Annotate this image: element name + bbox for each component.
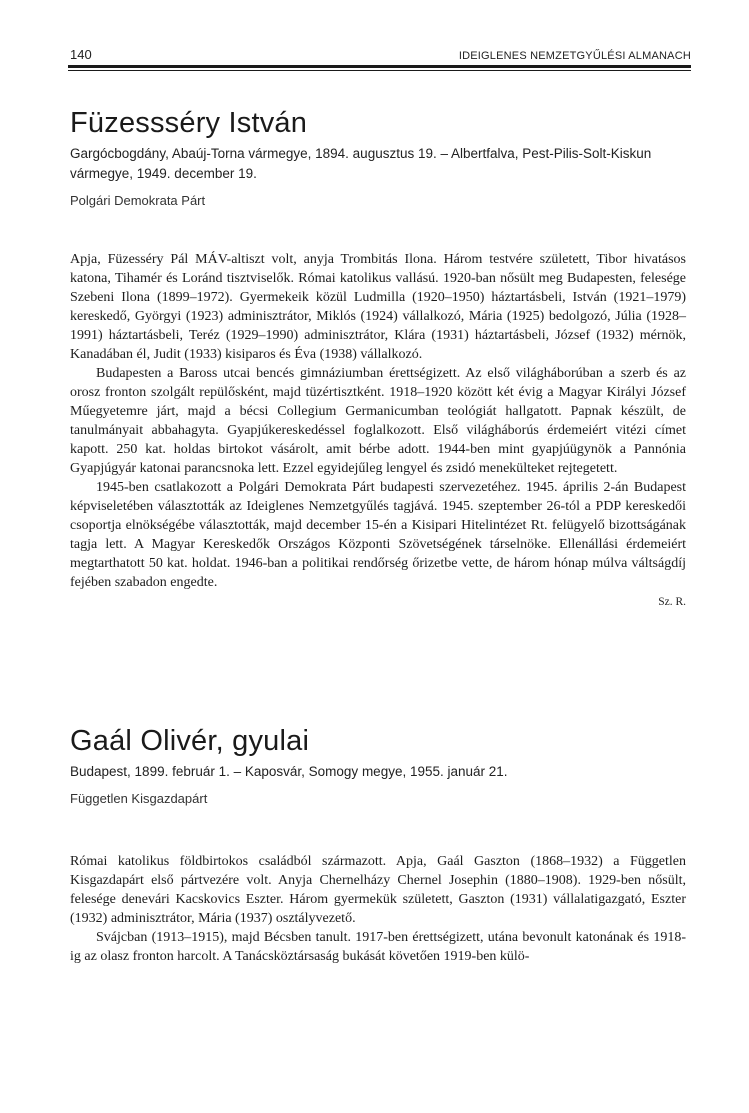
paragraph: Római katolikus földbirtokos családból származott. Apja, Gaál Gaszton (1868–1932) a Független Kisgazdapárt első pártvezére volt. Anyja Chernelházy Chernel Josephin (1880–1908). 1929-ben nősült, felesége denevári Kacskovics Eszter. Három gyermekük született, Gaszton (1931) vállalatigazgató, Eszter (1932) adminisztrátor, Mária (1937) osztályvezető. [70,854,686,926]
page-number: 140 [70,47,92,62]
entry-birth-death: Budapest, 1899. február 1. – Kaposvár, Somogy megye, 1955. január 21. [70,764,508,779]
author-signature: Sz. R. [658,596,686,608]
paragraph: Svájcban (1913–1915), majd Bécsben tanult. 1917-ben érettségizett, utána bevonult katonának és 1918-ig az olasz fronton harcolt. A Tanácsköztársaság bukását követően 1919-ben külö- [70,930,686,964]
entry-party: Polgári Demokrata Párt [70,193,206,208]
header-rule-thin [68,70,691,71]
running-title: IDEIGLENES NEMZETGYŰLÉSI ALMANACH [458,50,691,62]
entry-name: Füzessséry István [70,107,308,139]
paragraph: Apja, Füzesséry Pál MÁV-altiszt volt, anyja Trombitás Ilona. Három testvére született, Tibor hivatásos katona, Tihamér és Loránd tisztviselők. Római katolikus vallású. 1920-ban nősült meg Budapesten, felesége Szebeni Ilona (1899–1972). Gyermekeik közül Ludmilla (1920–1950) háztartásbeli, István (1921–1979) kereskedő, Györgyi (1923) adminisztrátor, Miklós (1924) vállalkozó, Mária (1925) bedolgozó, Júlia (1928–1991) háztartásbeli, Teréz (1929–1990) adminisztrátor, Klára (1931) háztartásbeli, József (1932) mérnök, Kanadában él, Judit (1933) kisiparos és Éva (1938) vállalkozó. [70,252,686,362]
entry-name: Gaál Olivér, gyulai [70,725,310,757]
paragraph: 1945-ben csatlakozott a Polgári Demokrata Párt budapesti szervezetéhez. 1945. április 2-án Budapest képviseletében választották az Ideiglenes Nemzetgyűlés tagjává. 1945. szeptember 26-tól a PDP kereskedői csoportja elnökségébe választották, majd december 15-én a Kisipari Hitelintézet Rt. felügyelő bizottságának tagja lett. A Magyar Kereskedők Országos Központi Szövetségének társelnöke. Ellenállási érdemeiért megtarthatott 50 kat. holdat. 1946-ban a politikai rendőrség őrizetbe vette, de három hónap múlva váltságdíj fejében szabadon engedte. [70,480,686,590]
header-rule-thick [68,65,691,68]
entry-party: Független Kisgazdapárt [70,791,208,806]
entry-fuzessery [70,106,686,608]
paragraph: Budapesten a Baross utcai bencés gimnáziumban érettségizett. Az első világháborúban a szerb és az orosz fronton szolgált repülősként, majd tüzértisztként. 1918–1920 között két évig a Magyar Királyi József Műegyetemre járt, majd a bécsi Collegium Germanicumban teológiát hallgatott. Papnak készült, de tanulmányait abbahagyta. Gyapjúkereskedéssel foglalkozott. Első világháborús érdemeiért vitézi címet kapott. 250 kat. holdas birtokot vásárolt, amit bérbe adott. 1944-ben mint gyapjúügynök a Pannónia Gyapjúgyár katonai parancsnoka lett. Ezzel egyidejűleg lengyel és zsidó menekülteket rejtegetett. [70,366,686,476]
entry-birth-death: Gargócbogdány, Abaúj-Torna vármegye, 1894. augusztus 19. – Albertfalva, Pest-Pilis-Solt-Kiskun vármegye, 1949. december 19. [70,146,652,181]
entry-body [70,852,686,966]
entry-gaal [70,724,686,966]
entry-body [70,250,686,608]
